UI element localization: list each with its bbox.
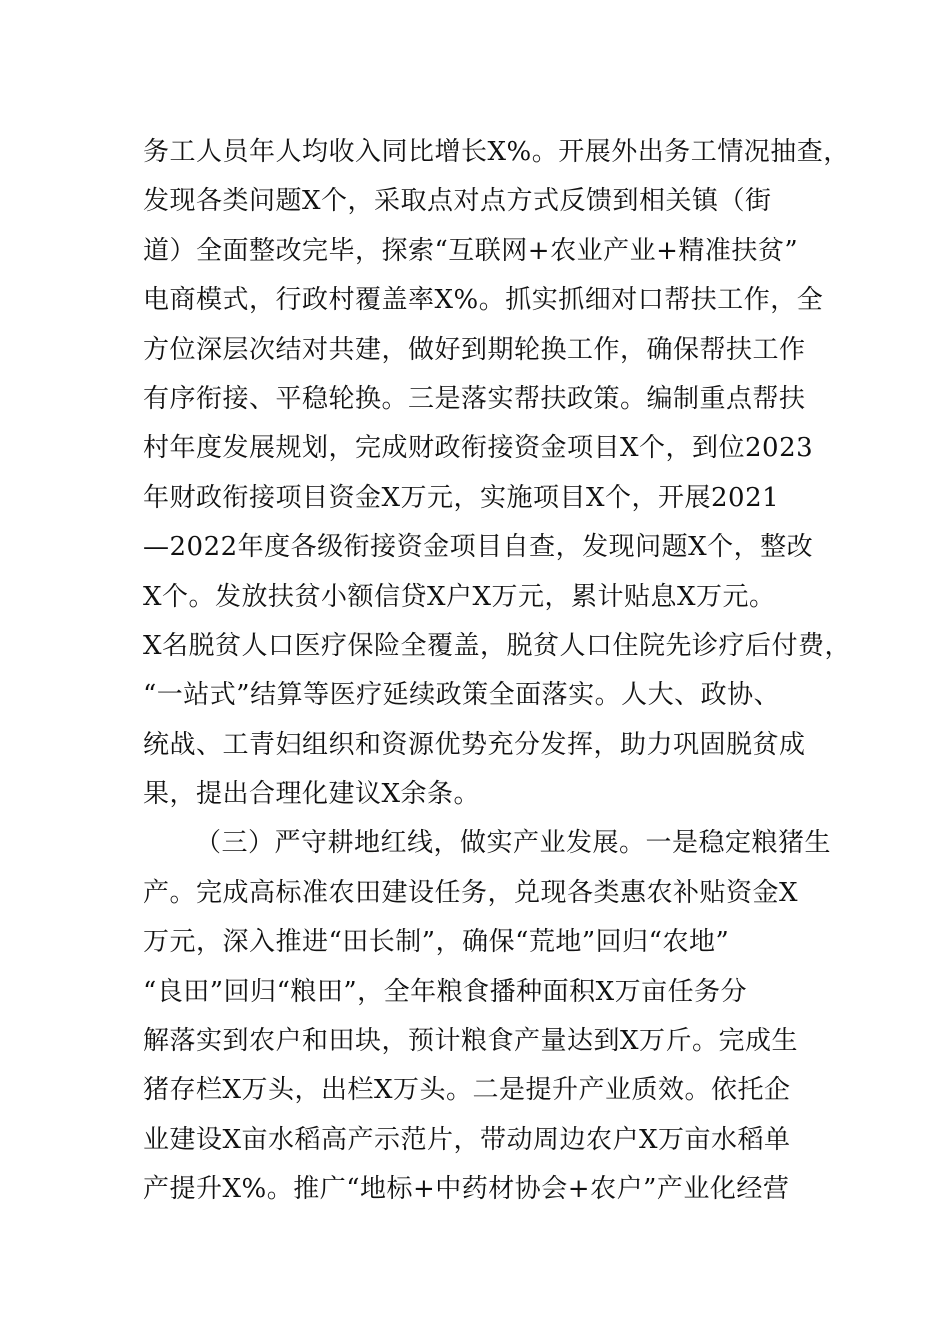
- text-line: 道）全面整改完毕，探索“互联网+农业产业+精准扶贫”: [143, 235, 799, 266]
- text-line: “一站式”结算等医疗延续政策全面落实。人大、政协、: [143, 680, 781, 711]
- body-text: [143, 128, 852, 1215]
- text-line: 方位深层次结对共建，做好到期轮换工作，确保帮扶工作: [143, 334, 806, 365]
- text-line: X名脱贫人口医疗保险全覆盖，脱贫人口住院先诊疗后付费，: [143, 630, 852, 661]
- text-line: 产。完成高标准农田建设任务，兑现各类惠农补贴资金X: [143, 877, 799, 908]
- text-line: 电商模式，行政村覆盖率X%。抓实抓细对口帮扶工作，全: [143, 285, 824, 316]
- text-line: 万元，深入推进“田长制”，确保“荒地”回归“农地”: [143, 927, 730, 958]
- text-line: X个。发放扶贫小额信贷X户X万元，累计贴息X万元。: [143, 581, 776, 612]
- text-line: 年财政衔接项目资金X万元，实施项目X个，开展2021: [143, 482, 780, 513]
- paragraph-farmland-industry: [143, 819, 832, 1214]
- text-line: “良田”回归“粮田”，全年粮食播种面积X万亩任务分: [143, 976, 748, 1007]
- text-line: 果，提出合理化建议X余条。: [143, 779, 481, 810]
- text-line: 有序衔接、平稳轮换。三是落实帮扶政策。编制重点帮扶: [143, 383, 806, 414]
- text-line: 发现各类问题X个，采取点对点方式反馈到相关镇（街: [143, 186, 772, 217]
- text-line: 业建设X亩水稻高产示范片，带动周边农户X万亩水稻单: [143, 1124, 791, 1155]
- text-line: 产提升X%。推广“地标+中药材协会+农户”产业化经营: [143, 1174, 790, 1205]
- text-line: 务工人员年人均收入同比增长X%。开展外出务工情况抽查，: [143, 137, 850, 167]
- paragraph-poverty-assistance: [143, 128, 852, 819]
- text-line: 村年度发展规划，完成财政衔接资金项目X个，到位2023: [143, 433, 814, 464]
- text-line: 解落实到农户和田块，预计粮食产量达到X万斤。完成生: [143, 1026, 799, 1057]
- text-line: 统战、工青妇组织和资源优势充分发挥，助力巩固脱贫成: [143, 729, 806, 760]
- text-line: —2022年度各级衔接资金项目自查，发现问题X个，整改: [143, 532, 814, 563]
- text-line: 猪存栏X万头，出栏X万头。二是提升产业质效。依托企: [143, 1075, 791, 1106]
- text-line: （三）严守耕地红线，做实产业发展。一是稳定粮猪生: [195, 828, 832, 859]
